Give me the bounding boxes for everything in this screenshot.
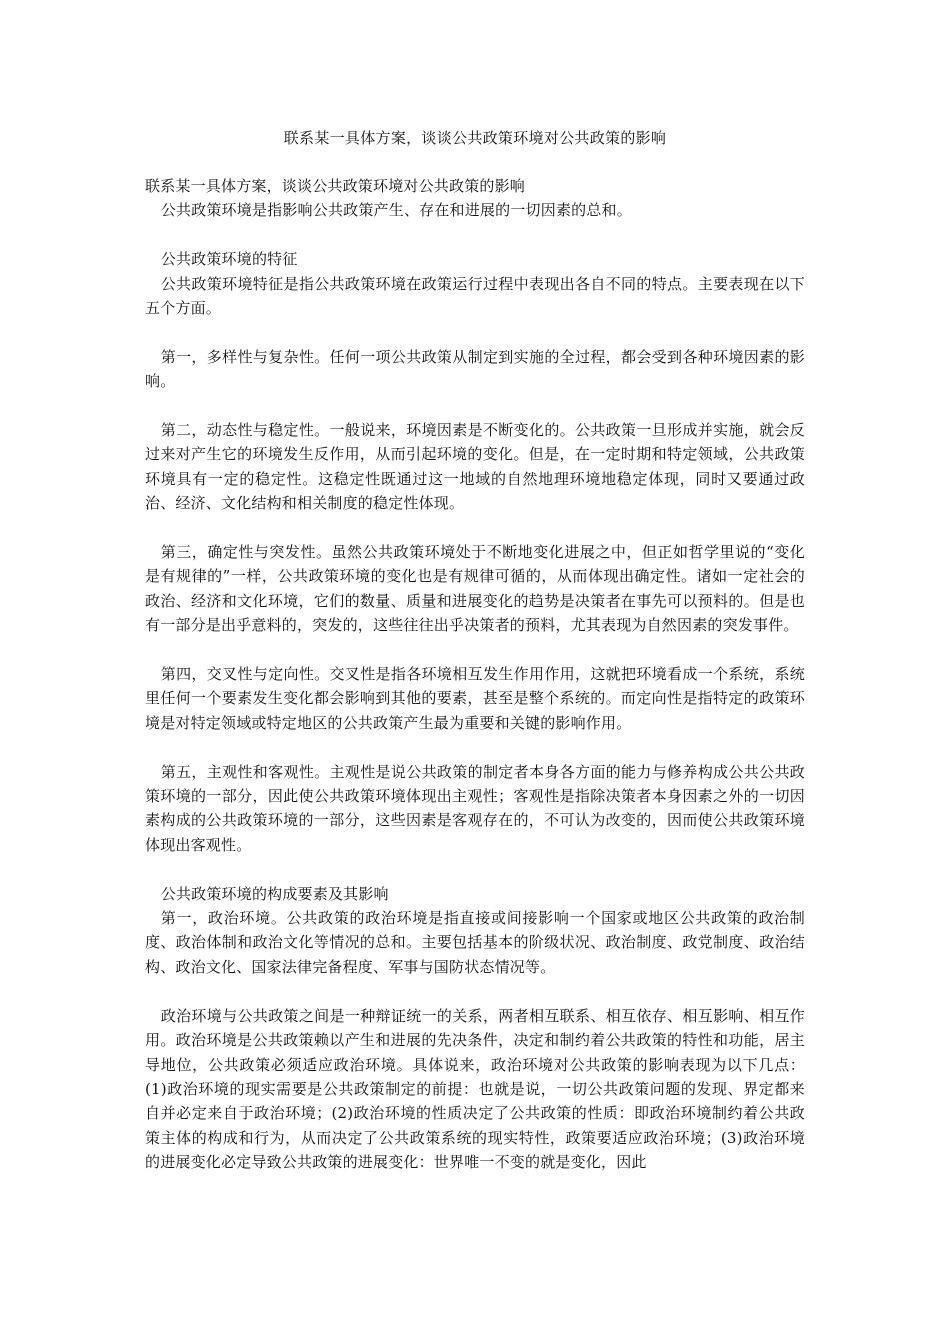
paragraph-gap (145, 223, 805, 247)
paragraph-gap (145, 638, 805, 662)
paragraph-features-intro: 公共政策环境特征是指公共政策环境在政策运行过程中表现出各自不同的特点。主要表现在以下五个方面。 (145, 274, 805, 318)
body-heading-repeat: 联系某一具体方案，谈谈公共政策环境对公共政策的影响 (145, 177, 526, 195)
paragraph-feature-5: 第五，主观性和客观性。主观性是说公共政策的制定者本身各方面的能力与修养构成公共公共政策环境的一部分，因此使公共政策环境体现出主观性；客观性是指除决策者本身因素之外的一切因素构成的公共政策环境的一部分，这些因素是客观存在的，不可认为改变的，因而使公共政策环境体现出客观性。 (145, 762, 805, 854)
paragraph-gap (145, 735, 805, 759)
document-title: 联系某一具体方案，谈谈公共政策环境对公共政策的影响 (283, 129, 667, 147)
paragraph-definition: 公共政策环境是指影响公共政策产生、存在和进展的一切因素的总和。 (160, 201, 632, 220)
paragraph-gap (145, 394, 805, 418)
paragraph-feature-1: 第一，多样性与复杂性。任何一项公共政策从制定到实施的全过程，都会受到各种环境因素的影响。 (145, 347, 805, 391)
paragraph-gap (145, 979, 805, 1003)
paragraph-feature-4: 第四，交叉性与定向性。交叉性是指各环境相互发生作用作用，这就把环境看成一个系统，系统里任何一个要素发生变化都会影响到其他的要素，甚至是整个系统的。而定向性是指特定的政策环境是对特定领域或特定地区的公共政策产生最为重要和关键的影响作用。 (145, 665, 805, 732)
section-heading-elements: 公共政策环境的构成要素及其影响 (160, 884, 389, 903)
paragraph-feature-3: 第三，确定性与突发性。虽然公共政策环境处于不断地变化进展之中，但正如哲学里说的“变化是有规律的”一样，公共政策环境的变化也是有规律可循的，从而体现出确定性。诸如一定社会的政治、经济和文化环境，它们的数量、质量和进展变化的趋势是决策者在事先可以预料的。但是也有一部分是出乎意料的，突发的，这些往往出乎决策者的预料，尤其表现为自然因素的突发事件。 (145, 543, 805, 635)
paragraph-gap (145, 320, 805, 344)
paragraph-political-environment: 第一，政治环境。公共政策的政治环境是指直接或间接影响一个国家或地区公共政策的政治制度、政治体制和政治文化等情况的总和。主要包括基本的阶级状况、政治制度、政党制度、政治结构、政治文化、国家法律完备程度、军事与国防状态情况等。 (145, 909, 805, 976)
paragraph-gap (145, 516, 805, 540)
paragraph-feature-2: 第二，动态性与稳定性。一般说来，环境因素是不断变化的。公共政策一旦形成并实施，就会反过来对产生它的环境发生反作用，从而引起环境的变化。但是，在一定时期和特定领域，公共政策环境具有一定的稳定性。这稳定性既通过这一地域的自然地理环境地稳定体现，同时又要通过政治、经济、文化结构和相关制度的稳定性体现。 (145, 421, 805, 513)
section-heading-features: 公共政策环境的特征 (160, 250, 298, 269)
paragraph-gap (145, 857, 805, 881)
paragraph-political-relationship: 政治环境与公共政策之间是一种辩证统一的关系，两者相互联系、相互依存、相互影响、相互作用。政治环境是公共政策赖以产生和进展的先决条件，决定和制约着公共政策的特性和功能，居主导地位，公共政策必须适应政治环境。具体说来，政治环境对公共政策的影响表现为以下几点：(1)政治环境的现实需要是公共政策制定的前提：也就是说，一切公共政策问题的发现、界定都来自并必定来自于政治环境；(2)政治环境的性质决定了公共政策的性质：即政治环境制约着公共政策主体的构成和行为，从而决定了公共政策系统的现实特性，政策要适应政治环境；(3)政治环境的进展变化必定导致公共政策的进展变化：世界唯一不变的就是变化，因此 (145, 1006, 805, 1172)
document-body (145, 174, 805, 1175)
